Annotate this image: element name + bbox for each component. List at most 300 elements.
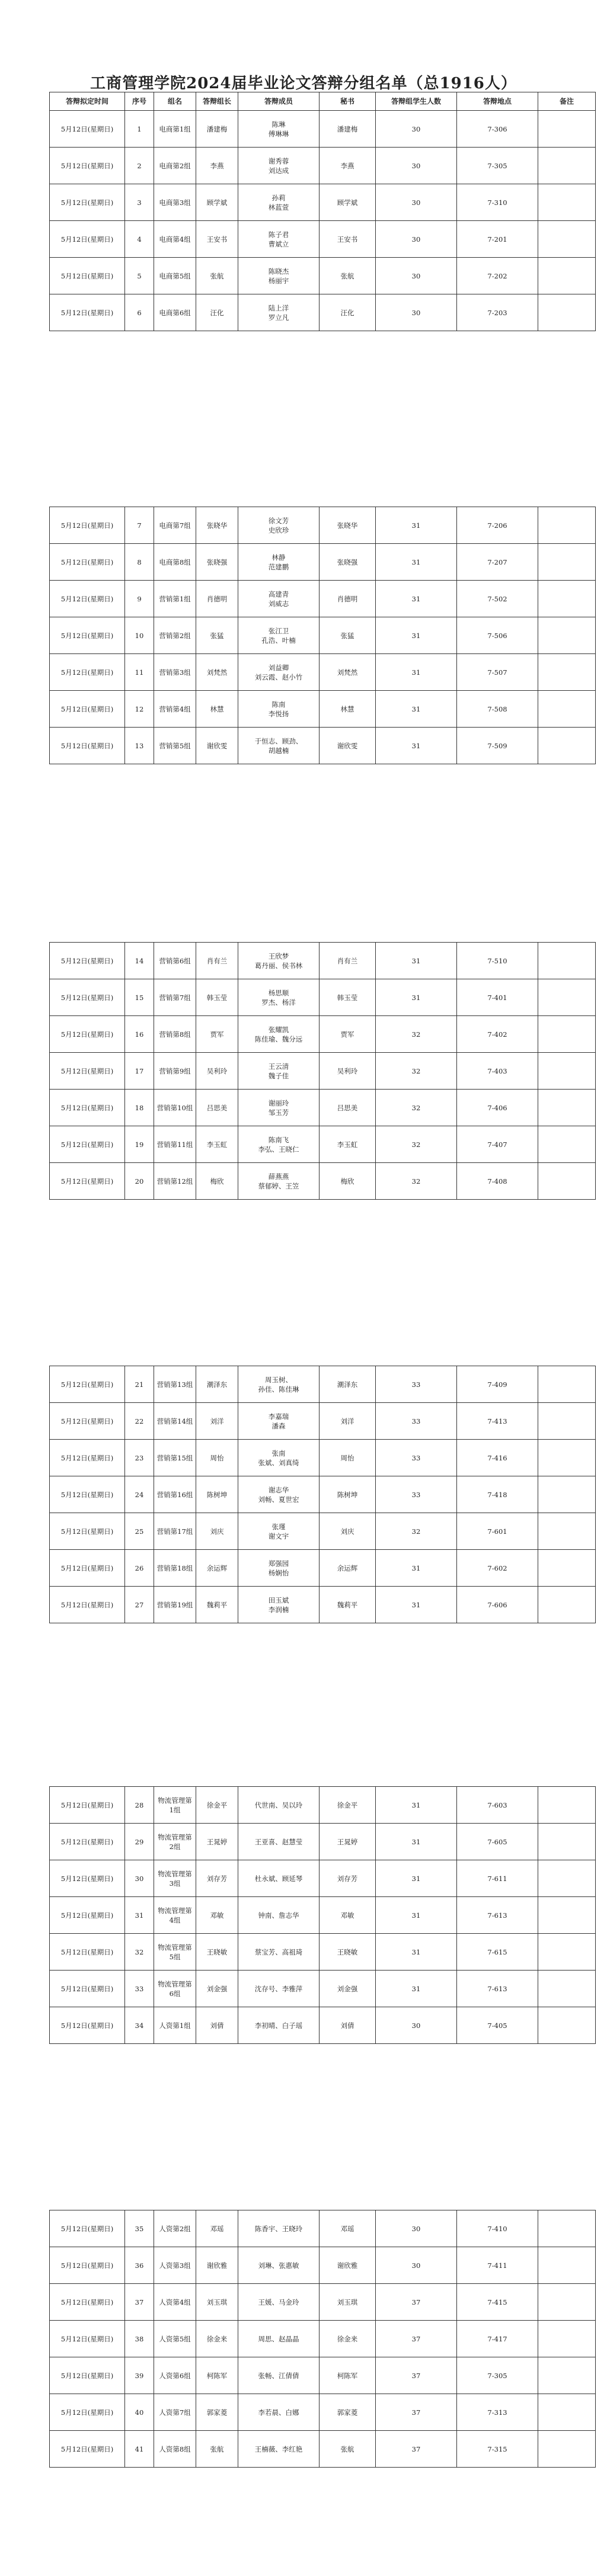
cell-members <box>238 2394 320 2431</box>
cell-time: 5月12日(星期日) <box>50 1971 125 2007</box>
cell-leader: 李燕 <box>196 148 238 184</box>
table-body <box>50 943 596 1200</box>
cell-time: 5月12日(星期日) <box>50 581 125 617</box>
cell-location: 7-509 <box>457 728 538 764</box>
cell-time: 5月12日(星期日) <box>50 507 125 544</box>
cell-members <box>238 2284 320 2321</box>
cell-secretary: 王晁婷 <box>320 1824 376 1860</box>
cell-members <box>238 1860 320 1897</box>
cell-group: 营销第5组 <box>154 728 196 764</box>
cell-members <box>238 1403 320 1440</box>
member-line: 潘森 <box>271 1421 286 1430</box>
cell-location: 7-413 <box>457 1403 538 1440</box>
table-row <box>50 221 596 258</box>
cell-remark <box>538 979 596 1016</box>
cell-no: 26 <box>125 1550 154 1587</box>
member-line: 陈香宇、王晓玲 <box>254 2224 303 2233</box>
cell-remark <box>538 2247 596 2284</box>
member-line: 陈琳 <box>271 120 286 129</box>
cell-time: 5月12日(星期日) <box>50 148 125 184</box>
cell-no: 29 <box>125 1824 154 1860</box>
cell-members <box>238 2321 320 2357</box>
cell-location: 7-502 <box>457 581 538 617</box>
cell-location: 7-606 <box>457 1587 538 1623</box>
cell-count: 33 <box>376 1366 457 1403</box>
cell-group: 人资第2组 <box>154 2210 196 2247</box>
cell-group: 营销第7组 <box>154 979 196 1016</box>
cell-count: 32 <box>376 1090 457 1126</box>
table-row <box>50 1476 596 1513</box>
cell-group: 营销第4组 <box>154 691 196 728</box>
member-line: 李弘、王晓仁 <box>258 1145 299 1154</box>
cell-no: 20 <box>125 1163 154 1200</box>
cell-no: 12 <box>125 691 154 728</box>
cell-leader: 刘金强 <box>196 1971 238 2007</box>
cell-count: 31 <box>376 1934 457 1971</box>
cell-secretary: 吕思美 <box>320 1090 376 1126</box>
cell-leader: 余运辉 <box>196 1550 238 1587</box>
table-row <box>50 294 596 331</box>
cell-time: 5月12日(星期日) <box>50 2210 125 2247</box>
cell-group: 人资第4组 <box>154 2284 196 2321</box>
cell-location: 7-310 <box>457 184 538 221</box>
cell-secretary: 郭家菱 <box>320 2394 376 2431</box>
cell-members <box>238 507 320 544</box>
table-row <box>50 1824 596 1860</box>
cell-group: 物流管理第5组 <box>154 1934 196 1971</box>
cell-no: 6 <box>125 294 154 331</box>
member-line: 林蓝萱 <box>268 203 289 212</box>
cell-group: 电商第1组 <box>154 111 196 148</box>
cell-leader: 韩玉莹 <box>196 979 238 1016</box>
cell-leader: 潘建梅 <box>196 111 238 148</box>
cell-leader: 徐金来 <box>196 2321 238 2357</box>
cell-remark <box>538 1787 596 1824</box>
table-row <box>50 1090 596 1126</box>
cell-remark <box>538 617 596 654</box>
member-line: 葛丹丽、侯书林 <box>254 961 303 970</box>
cell-location: 7-415 <box>457 2284 538 2321</box>
cell-time: 5月12日(星期日) <box>50 1090 125 1126</box>
cell-location: 7-411 <box>457 2247 538 2284</box>
cell-count: 32 <box>376 1053 457 1090</box>
table-page-1 <box>49 92 574 331</box>
member-line: 魏子佳 <box>268 1071 289 1080</box>
cell-members <box>238 691 320 728</box>
table-row <box>50 1403 596 1440</box>
cell-location: 7-313 <box>457 2394 538 2431</box>
cell-group: 电商第3组 <box>154 184 196 221</box>
table-row <box>50 2284 596 2321</box>
cell-leader: 林慧 <box>196 691 238 728</box>
cell-remark <box>538 258 596 294</box>
table-header-row <box>50 92 596 111</box>
member-line: 范建鹏 <box>268 562 289 571</box>
cell-group: 电商第4组 <box>154 221 196 258</box>
cell-remark <box>538 111 596 148</box>
cell-members <box>238 1587 320 1623</box>
cell-no: 34 <box>125 2007 154 2044</box>
cell-secretary: 张晓华 <box>320 507 376 544</box>
cell-count: 30 <box>376 2247 457 2284</box>
cell-count: 31 <box>376 1587 457 1623</box>
cell-members <box>238 1476 320 1513</box>
cell-members <box>238 943 320 979</box>
cell-members <box>238 221 320 258</box>
cell-remark <box>538 2357 596 2394</box>
cell-location: 7-315 <box>457 2431 538 2468</box>
cell-members <box>238 1787 320 1824</box>
table-body <box>50 2210 596 2468</box>
cell-secretary: 张航 <box>320 258 376 294</box>
cell-secretary: 刘梵然 <box>320 654 376 691</box>
cell-remark <box>538 1476 596 1513</box>
cell-remark <box>538 1513 596 1550</box>
cell-no: 11 <box>125 654 154 691</box>
cell-time: 5月12日(星期日) <box>50 221 125 258</box>
cell-members <box>238 544 320 581</box>
cell-secretary: 刘玉琪 <box>320 2284 376 2321</box>
cell-remark <box>538 184 596 221</box>
cell-location: 7-402 <box>457 1016 538 1053</box>
cell-location: 7-603 <box>457 1787 538 1824</box>
cell-no: 31 <box>125 1897 154 1934</box>
cell-no: 24 <box>125 1476 154 1513</box>
cell-location: 7-408 <box>457 1163 538 1200</box>
member-line: 孔浩、叶楠 <box>261 636 296 645</box>
cell-group: 营销第18组 <box>154 1550 196 1587</box>
cell-remark <box>538 221 596 258</box>
roster-table <box>49 1366 596 1623</box>
cell-time: 5月12日(星期日) <box>50 544 125 581</box>
member-line: 李若晨、白娜 <box>258 2408 299 2417</box>
cell-time: 5月12日(星期日) <box>50 1053 125 1090</box>
cell-time: 5月12日(星期日) <box>50 1163 125 1200</box>
header-remark: 备注 <box>538 92 596 111</box>
cell-count: 30 <box>376 294 457 331</box>
cell-leader: 张航 <box>196 258 238 294</box>
cell-group: 电商第2组 <box>154 148 196 184</box>
cell-count: 32 <box>376 1126 457 1163</box>
cell-location: 7-406 <box>457 1090 538 1126</box>
cell-secretary: 刘金强 <box>320 1971 376 2007</box>
cell-leader: 邓敏 <box>196 1897 238 1934</box>
member-line: 杨娴怡 <box>268 1568 289 1577</box>
member-line: 张斌、刘真绮 <box>258 1458 299 1467</box>
cell-time: 5月12日(星期日) <box>50 2394 125 2431</box>
cell-no: 13 <box>125 728 154 764</box>
cell-no: 5 <box>125 258 154 294</box>
cell-group: 营销第2组 <box>154 617 196 654</box>
cell-leader: 谢欣雯 <box>196 728 238 764</box>
cell-remark <box>538 544 596 581</box>
cell-count: 30 <box>376 2007 457 2044</box>
cell-group: 营销第16组 <box>154 1476 196 1513</box>
cell-leader: 梅欣 <box>196 1163 238 1200</box>
table-row <box>50 2210 596 2247</box>
cell-remark <box>538 1366 596 1403</box>
cell-remark <box>538 2210 596 2247</box>
member-line: 陈子君 <box>268 230 289 239</box>
cell-location: 7-201 <box>457 221 538 258</box>
table-row <box>50 581 596 617</box>
cell-location: 7-613 <box>457 1971 538 2007</box>
member-line: 曹斌立 <box>268 239 289 248</box>
member-line: 沈存号、李雅萍 <box>254 1984 303 1993</box>
cell-time: 5月12日(星期日) <box>50 728 125 764</box>
member-line: 王楠薇、李红艳 <box>254 2444 303 2453</box>
cell-remark <box>538 1550 596 1587</box>
cell-members <box>238 1550 320 1587</box>
cell-group: 营销第11组 <box>154 1126 196 1163</box>
cell-location: 7-305 <box>457 2357 538 2394</box>
table-row <box>50 258 596 294</box>
member-line: 徐文芳 <box>268 516 289 525</box>
cell-remark <box>538 507 596 544</box>
cell-secretary: 吴利玲 <box>320 1053 376 1090</box>
cell-no: 9 <box>125 581 154 617</box>
cell-leader: 张晓华 <box>196 507 238 544</box>
cell-location: 7-602 <box>457 1550 538 1587</box>
member-line: 张瑾 <box>271 1522 286 1531</box>
cell-leader: 汪化 <box>196 294 238 331</box>
member-line: 郑强园 <box>268 1559 289 1568</box>
cell-no: 18 <box>125 1090 154 1126</box>
member-line: 史欣珍 <box>268 526 289 534</box>
cell-location: 7-615 <box>457 1934 538 1971</box>
cell-group: 物流管理第6组 <box>154 1971 196 2007</box>
cell-no: 25 <box>125 1513 154 1550</box>
member-line: 张南 <box>271 1449 286 1457</box>
header-location: 答辩地点 <box>457 92 538 111</box>
member-line: 王媛、马金玲 <box>258 2298 299 2306</box>
cell-leader: 柯陈军 <box>196 2357 238 2394</box>
cell-group: 物流管理第1组 <box>154 1787 196 1824</box>
cell-leader: 王晓敏 <box>196 1934 238 1971</box>
cell-location: 7-403 <box>457 1053 538 1090</box>
cell-secretary: 林慧 <box>320 691 376 728</box>
cell-members <box>238 1090 320 1126</box>
cell-time: 5月12日(星期日) <box>50 1897 125 1934</box>
cell-leader: 李玉虹 <box>196 1126 238 1163</box>
header-time: 答辩拟定时间 <box>50 92 125 111</box>
cell-secretary: 李玉虹 <box>320 1126 376 1163</box>
cell-remark <box>538 581 596 617</box>
cell-time: 5月12日(星期日) <box>50 691 125 728</box>
cell-time: 5月12日(星期日) <box>50 2357 125 2394</box>
cell-members <box>238 2357 320 2394</box>
cell-leader: 吕思美 <box>196 1090 238 1126</box>
member-line: 刘琳、张惠敏 <box>258 2261 299 2270</box>
cell-location: 7-418 <box>457 1476 538 1513</box>
cell-group: 营销第9组 <box>154 1053 196 1090</box>
member-line: 陈南飞 <box>268 1135 289 1144</box>
table-row <box>50 1550 596 1587</box>
cell-members <box>238 258 320 294</box>
cell-no: 1 <box>125 111 154 148</box>
cell-count: 31 <box>376 1550 457 1587</box>
cell-secretary: 周怡 <box>320 1440 376 1476</box>
cell-location: 7-305 <box>457 148 538 184</box>
cell-secretary: 徐金来 <box>320 2321 376 2357</box>
cell-location: 7-405 <box>457 2007 538 2044</box>
cell-group: 物流管理第4组 <box>154 1897 196 1934</box>
cell-leader: 刘庆 <box>196 1513 238 1550</box>
cell-members <box>238 2247 320 2284</box>
table-row <box>50 2357 596 2394</box>
cell-no: 37 <box>125 2284 154 2321</box>
cell-time: 5月12日(星期日) <box>50 1403 125 1440</box>
cell-leader: 张航 <box>196 2431 238 2468</box>
cell-count: 31 <box>376 581 457 617</box>
table-row <box>50 2321 596 2357</box>
cell-remark <box>538 1587 596 1623</box>
cell-count: 31 <box>376 654 457 691</box>
member-line: 杨思顺 <box>268 988 289 997</box>
cell-remark <box>538 1897 596 1934</box>
cell-time: 5月12日(星期日) <box>50 1440 125 1476</box>
cell-count: 30 <box>376 184 457 221</box>
table-body <box>50 1787 596 2044</box>
cell-location: 7-507 <box>457 654 538 691</box>
cell-leader: 刘倩 <box>196 2007 238 2044</box>
member-line: 李嘉瑞 <box>268 1412 289 1421</box>
table-row <box>50 507 596 544</box>
cell-group: 人资第5组 <box>154 2321 196 2357</box>
table-row <box>50 2007 596 2044</box>
cell-location: 7-416 <box>457 1440 538 1476</box>
cell-count: 30 <box>376 221 457 258</box>
cell-group: 营销第8组 <box>154 1016 196 1053</box>
cell-time: 5月12日(星期日) <box>50 111 125 148</box>
cell-no: 40 <box>125 2394 154 2431</box>
member-line: 李润楠 <box>268 1605 289 1614</box>
cell-leader: 潮泽东 <box>196 1366 238 1403</box>
member-line: 陆上洋 <box>268 303 289 312</box>
cell-count: 37 <box>376 2431 457 2468</box>
cell-remark <box>538 294 596 331</box>
cell-no: 10 <box>125 617 154 654</box>
table-row <box>50 1587 596 1623</box>
cell-remark <box>538 1053 596 1090</box>
table-body <box>50 111 596 331</box>
table-row <box>50 111 596 148</box>
member-line: 李悦扬 <box>268 709 289 718</box>
cell-no: 30 <box>125 1860 154 1897</box>
cell-leader: 谢欣雅 <box>196 2247 238 2284</box>
cell-count: 37 <box>376 2357 457 2394</box>
cell-no: 27 <box>125 1587 154 1623</box>
cell-leader: 肖有兰 <box>196 943 238 979</box>
roster-table <box>49 942 596 1200</box>
roster-table <box>49 2210 596 2468</box>
cell-members <box>238 1053 320 1090</box>
cell-remark <box>538 1403 596 1440</box>
cell-no: 8 <box>125 544 154 581</box>
member-line: 谢文宇 <box>268 1531 289 1540</box>
table-page-2 <box>49 507 558 764</box>
cell-remark <box>538 1824 596 1860</box>
table-row <box>50 1787 596 1824</box>
cell-secretary: 潮泽东 <box>320 1366 376 1403</box>
cell-remark <box>538 943 596 979</box>
cell-remark <box>538 728 596 764</box>
cell-group: 人资第6组 <box>154 2357 196 2394</box>
cell-members <box>238 148 320 184</box>
member-line: 林静 <box>271 553 286 562</box>
cell-no: 3 <box>125 184 154 221</box>
cell-no: 2 <box>125 148 154 184</box>
cell-remark <box>538 1126 596 1163</box>
table-row <box>50 1897 596 1934</box>
cell-no: 39 <box>125 2357 154 2394</box>
member-line: 高建青 <box>268 589 289 598</box>
cell-location: 7-611 <box>457 1860 538 1897</box>
table-row <box>50 2431 596 2468</box>
table-row <box>50 1860 596 1897</box>
member-line: 田玉斌 <box>268 1595 289 1604</box>
member-line: 薛燕燕 <box>268 1172 289 1181</box>
cell-leader: 徐金平 <box>196 1787 238 1824</box>
cell-no: 7 <box>125 507 154 544</box>
cell-no: 19 <box>125 1126 154 1163</box>
member-line: 谢秀蓉 <box>268 156 289 165</box>
member-line: 王亚喜、赵慧莹 <box>254 1837 303 1846</box>
cell-group: 物流管理第3组 <box>154 1860 196 1897</box>
cell-count: 33 <box>376 1440 457 1476</box>
cell-time: 5月12日(星期日) <box>50 1476 125 1513</box>
table-row <box>50 728 596 764</box>
cell-no: 33 <box>125 1971 154 2007</box>
table-row <box>50 979 596 1016</box>
member-line: 刘达成 <box>268 166 289 175</box>
cell-leader: 王安书 <box>196 221 238 258</box>
cell-members <box>238 2007 320 2044</box>
cell-members <box>238 1163 320 1200</box>
cell-time: 5月12日(星期日) <box>50 1513 125 1550</box>
table-row <box>50 1934 596 1971</box>
cell-remark <box>538 2007 596 2044</box>
member-line: 陈晓杰 <box>268 267 289 275</box>
header-no: 序号 <box>125 92 154 111</box>
cell-leader: 吴利玲 <box>196 1053 238 1090</box>
table-row <box>50 1126 596 1163</box>
cell-group: 营销第3组 <box>154 654 196 691</box>
cell-secretary: 谢欣雅 <box>320 2247 376 2284</box>
cell-secretary: 柯陈军 <box>320 2357 376 2394</box>
cell-remark <box>538 1090 596 1126</box>
cell-members <box>238 2431 320 2468</box>
cell-time: 5月12日(星期日) <box>50 654 125 691</box>
cell-location: 7-203 <box>457 294 538 331</box>
cell-leader: 魏莉平 <box>196 1587 238 1623</box>
cell-time: 5月12日(星期日) <box>50 2321 125 2357</box>
cell-time: 5月12日(星期日) <box>50 2247 125 2284</box>
cell-group: 营销第1组 <box>154 581 196 617</box>
cell-group: 电商第8组 <box>154 544 196 581</box>
cell-remark <box>538 1934 596 1971</box>
cell-secretary: 刘存芳 <box>320 1860 376 1897</box>
member-line: 张畅、江倩倩 <box>258 2371 299 2380</box>
cell-time: 5月12日(星期日) <box>50 2431 125 2468</box>
cell-count: 31 <box>376 943 457 979</box>
table-row <box>50 1513 596 1550</box>
member-line: 王欣梦 <box>268 951 289 960</box>
cell-group: 人资第1组 <box>154 2007 196 2044</box>
table-row <box>50 1440 596 1476</box>
member-line: 蔡宝芳、高祖琦 <box>254 1947 303 1956</box>
table-row <box>50 943 596 979</box>
